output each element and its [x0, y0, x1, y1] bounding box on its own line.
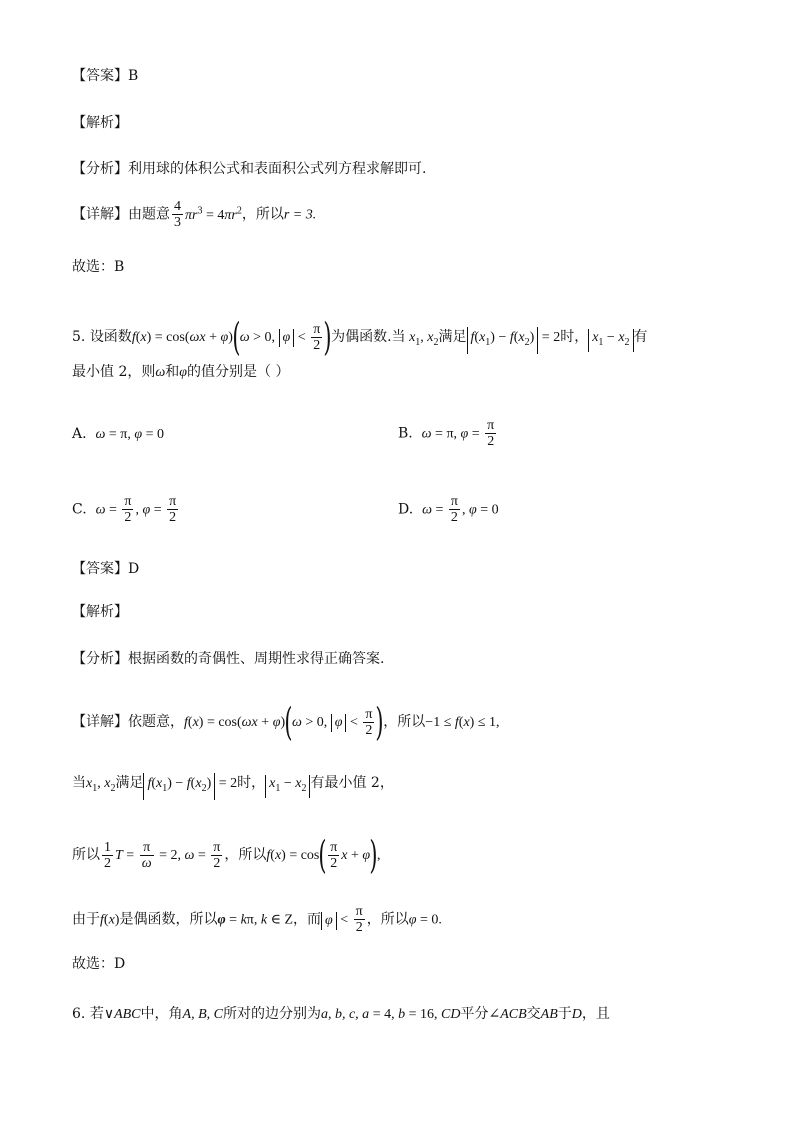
- q5-option-d[interactable]: D. ω = $\frac{\pi}{2}$ , φ = 0: [398, 494, 499, 525]
- q4-analysis-heading: 【解析】: [72, 115, 128, 131]
- q4-fenxi: 【分析】利用球的体积公式和表面积公式列方程求解即可.: [72, 161, 427, 177]
- q5-detail-line4: 由于f(x)是偶函数，所以φ = kπ, k ∈ Z，而 φ < $\frac{\pi}{2}$ ，所以φ = 0.: [72, 904, 442, 935]
- q5-detail-line3: 所以 $\frac{1}{2}$ T = $\frac{\pi}{\omega}$ = 2, ω = $\frac{\pi}{2}$ ，所以f(x) = cos( $\frac{\pi}{2}$ x + φ),: [72, 833, 381, 877]
- q5-stem-line1: 5. 设函数f(x) = cos(ωx + φ)(ω > 0, φ < $\frac{\pi}{2}$ )为偶函数.当 $x_1$, $x_2$满足 $f(x_1) - f(x_2) = 2$时， $x_1 - x_2$ 有: [72, 315, 648, 359]
- q5-fenxi: 【分析】根据函数的奇偶性、周期性求得正确答案.: [72, 651, 385, 667]
- q4-detail: 【详解】由题意 $\frac{4}{3}$ $\pi r^3 = 4\pi r^2$，所以r = 3.: [72, 199, 317, 230]
- q4-answer: 【答案】B: [72, 68, 139, 84]
- q4-choose: 故选：B: [72, 259, 125, 275]
- q5-option-c[interactable]: C. ω = $\frac{\pi}{2}$ , φ = $\frac{\pi}{2}$: [72, 494, 177, 525]
- q5-stem-line2: 最小值 2，则ω和φ的值分别是（ ）: [72, 364, 290, 380]
- q5-option-a[interactable]: A. ω = π, φ = 0: [72, 426, 164, 442]
- q5-detail-line2: 当$x_1$, $x_2$满足 $f(x_1) - f(x_2) = 2$时， $x_1 - x_2$ 有最小值 2，: [72, 773, 394, 800]
- q6-stem-line1: 6. 若∨ABC中，角A, B, C所对的边分别为a, b, c, a = 4, b = 16, CD平分∠ACB交AB于D，且: [72, 1006, 610, 1022]
- q5-option-b[interactable]: B. ω = π, φ = $\frac{\pi}{2}$: [398, 418, 495, 449]
- q5-answer: 【答案】D: [72, 561, 140, 577]
- q5-choose: 故选：D: [72, 956, 126, 972]
- q5-analysis-heading: 【解析】: [72, 604, 128, 620]
- q5-detail-line1: 【详解】依题意，f(x) = cos(ωx + φ)(ω > 0, φ < $\frac{\pi}{2}$ )，所以−1 ≤ f(x) ≤ 1,: [72, 700, 500, 744]
